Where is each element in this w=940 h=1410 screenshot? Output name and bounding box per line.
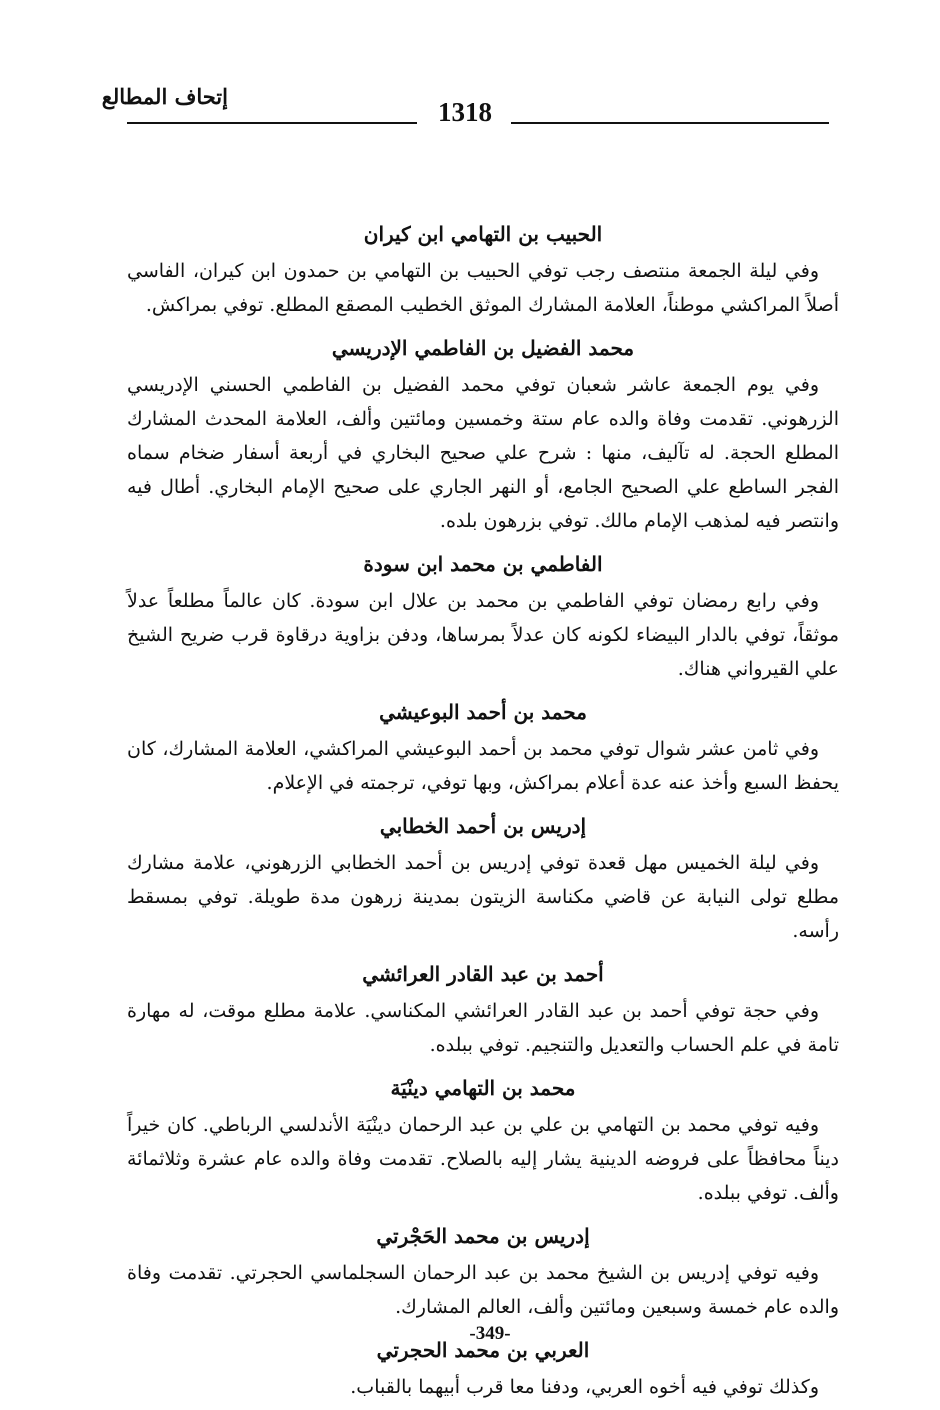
entry (127, 1068, 839, 1210)
entry-body: وفيه توفي محمد بن التهامي بن علي بن عبد الرحمان دينْيَة الأندلسي الرباطي. كان خيراً ديناً محافظاً على فروضه الدينية يشار إليه بالصلاح. تقدمت وفاة والده عام عشرة وثلاثمائة وألف. توفي ببلده. (127, 1114, 840, 1204)
entry-body: وفي حجة توفي أحمد بن عبد القادر العرائشي المكناسي. علامة مطلع موقت، له مهارة تامة في علم الحساب والتعديل والتنجيم. توفي ببلده. (127, 1000, 839, 1056)
entry-title: أحمد بن عبد القادر العرائشي (362, 962, 604, 986)
entry (127, 954, 839, 1062)
entry (127, 692, 839, 800)
page-number: -349- (469, 1323, 511, 1344)
entry-title: محمد بن التهامي دينْيَة (390, 1076, 576, 1100)
year-heading: 1318 (438, 97, 492, 127)
entry-body: وفي ثامن عشر شوال توفي محمد بن أحمد البوعيشي المراكشي، العلامة المشارك، كان يحفظ السبع وأخذ عنه عدة أعلام بمراكش، وبها توفي، ترجمته في الإعلام. (127, 738, 839, 794)
entry (127, 328, 839, 538)
entry-body: وفي ليلة الجمعة منتصف رجب توفي الحبيب بن التهامي بن حمدون ابن كيران، الفاسي أصلاً المراكشي موطناً، العلامة المشارك الموثق الخطيب المصقع المطلع. توفي بمراكش. (127, 260, 839, 316)
entry-title: محمد بن أحمد البوعيشي (379, 700, 587, 724)
entry-body: وفي رابع رمضان توفي الفاطمي بن محمد بن علال ابن سودة. كان عالماً مطلعاً عدلاً موثقاً، توفي بالدار البيضاء لكونه كان عدلاً بمرساها، ودفن بزاوية درقاوة قرب ضريح الشيخ علي القيرواني هناك. (127, 590, 839, 680)
entry-title: الفاطمي بن محمد ابن سودة (363, 552, 603, 576)
entry-body: وكذلك توفي فيه أخوه العربي، ودفنا معا قرب أبيهما بالقباب. (350, 1376, 819, 1398)
entry-title: محمد الفضيل بن الفاطمي الإدريسي (331, 336, 635, 360)
entry-title: الحبيب بن التهامي ابن كيران (363, 222, 603, 246)
header-rule-left (127, 122, 417, 124)
entries-list (127, 214, 839, 1410)
header-rule-right (511, 122, 829, 124)
entry-title: العربي بن محمد الحجرتي (376, 1338, 590, 1362)
entry-title: إدريس بن أحمد الخطابي (379, 814, 587, 838)
entry (127, 806, 839, 948)
entry-title: إدريس بن محمد الحَجْرتي (376, 1224, 590, 1248)
entry-body: وفي يوم الجمعة عاشر شعبان توفي محمد الفضيل بن الفاطمي الحسني الإدريسي الزرهوني. تقدمت وفاة والده عام ستة وخمسين ومائتين وألف، العلامة المحدث المشارك المطلع الحجة. له تآليف، منها : شرح علي صحيح البخاري في أربعة أسفار ضخام سماه الفجر الساطع علي الصحيح الجامع، أو النهر الجاري على صحيح الإمام البخاري. أطال فيه وانتصر فيه لمذهب الإمام مالك. توفي بزرهون بلده. (127, 374, 839, 532)
running-title: إتحاف المطالع (101, 84, 228, 109)
entry (127, 544, 839, 686)
entry (127, 1216, 839, 1324)
entry-body: وفيه توفي إدريس بن الشيخ محمد بن عبد الرحمان السجلماسي الحجرتي. تقدمت وفاة والده عام خمسة وسبعين ومائتين وألف، العالم المشارك. (127, 1262, 839, 1318)
entry (127, 214, 839, 322)
entry-body: وفي ليلة الخميس مهل قعدة توفي إدريس بن أحمد الخطابي الزرهوني، علامة مشارك مطلع تولى النيابة عن قاضي مكناسة الزيتون بمدينة زرهون مدة طويلة. توفي بمسقط رأسه. (127, 852, 839, 942)
